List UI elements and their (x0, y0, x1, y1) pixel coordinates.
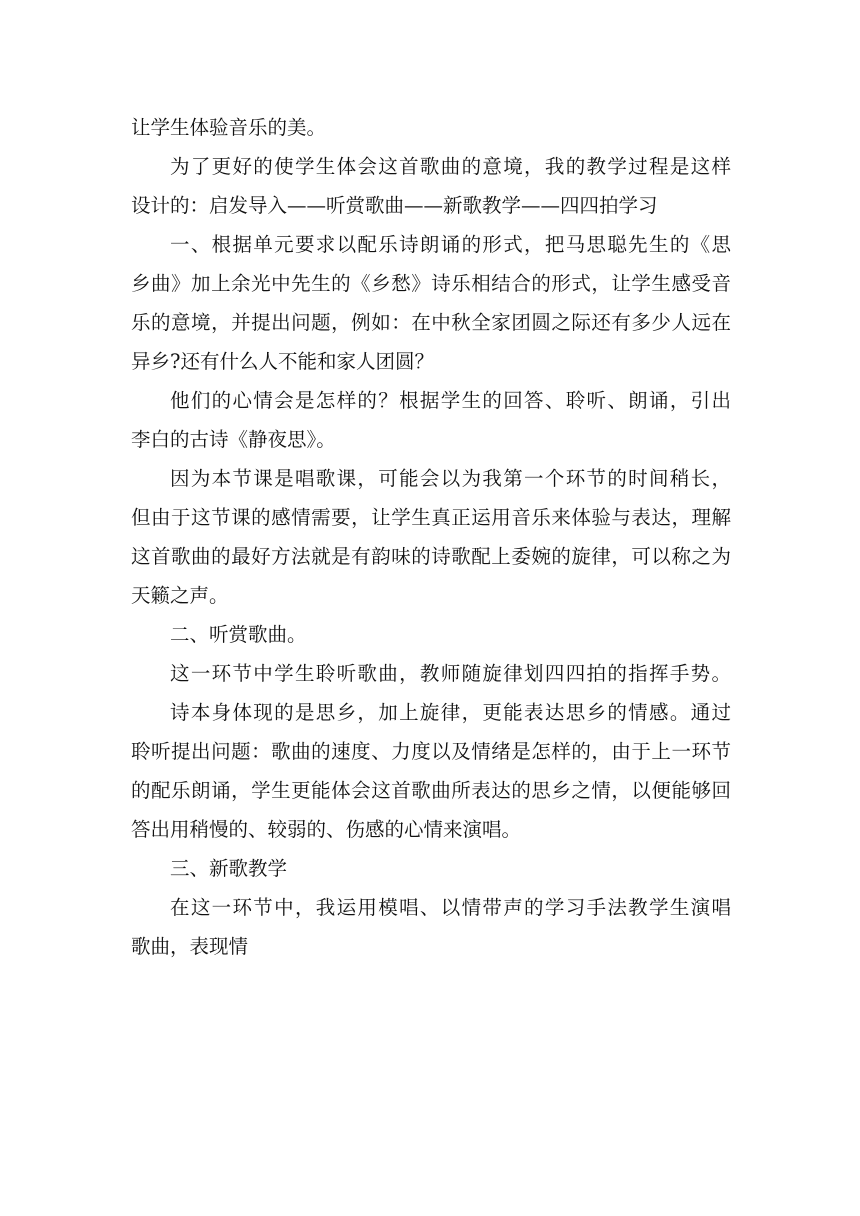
text-line: 诗本身体现的是思乡，加上旋律，更能表达思乡的情感。通过 (170, 701, 731, 724)
text-line: 聆听提出问题：歌曲的速度、力度以及情绪是怎样的，由于上一环节 (131, 740, 731, 763)
text-line: 这首歌曲的最好方法就是有韵味的诗歌配上委婉的旋律，可以称之为 (131, 545, 731, 568)
text-line: 一、根据单元要求以配乐诗朗诵的形式，把马思聪先生的《思 (170, 233, 731, 256)
text-line: 异乡?还有什么人不能和家人团圆？ (131, 350, 434, 373)
text-line: 在这一环节中，我运用模唱、以情带声的学习手法教学生演唱 (170, 896, 731, 919)
text-line: 歌曲，表现情 (131, 935, 249, 958)
body-text (131, 108, 731, 966)
text-line: 李白的古诗《静夜思》。 (131, 428, 336, 451)
text-line: 设计的：启发导入——听赏歌曲——新歌教学——四四拍学习 (131, 194, 658, 217)
text-line: 但由于这节课的感情需要，让学生真正运用音乐来体验与表达，理解 (131, 506, 731, 529)
text-line: 因为本节课是唱歌课，可能会以为我第一个环节的时间稍长， (170, 467, 731, 490)
text-line: 让学生体验音乐的美。 (131, 116, 327, 139)
text-line: 天籁之声。 (131, 584, 229, 607)
text-line: 为了更好的使学生体会这首歌曲的意境，我的教学过程是这样 (170, 155, 731, 178)
text-line: 乐的意境，并提出问题，例如：在中秋全家团圆之际还有多少人远在 (131, 311, 731, 334)
text-line: 这一环节中学生聆听歌曲，教师随旋律划四四拍的指挥手势。 (170, 662, 731, 685)
text-line: 的配乐朗诵，学生更能体会这首歌曲所表达的思乡之情，以便能够回 (131, 779, 731, 802)
text-line: 三、新歌教学 (170, 857, 288, 880)
text-line: 他们的心情会是怎样的？根据学生的回答、聆听、朗诵，引出 (170, 389, 731, 412)
text-line: 乡曲》加上余光中先生的《乡愁》诗乐相结合的形式，让学生感受音 (131, 272, 731, 295)
text-line: 答出用稍慢的、较弱的、伤感的心情来演唱。 (131, 818, 522, 841)
text-line: 二、听赏歌曲。 (170, 623, 307, 646)
